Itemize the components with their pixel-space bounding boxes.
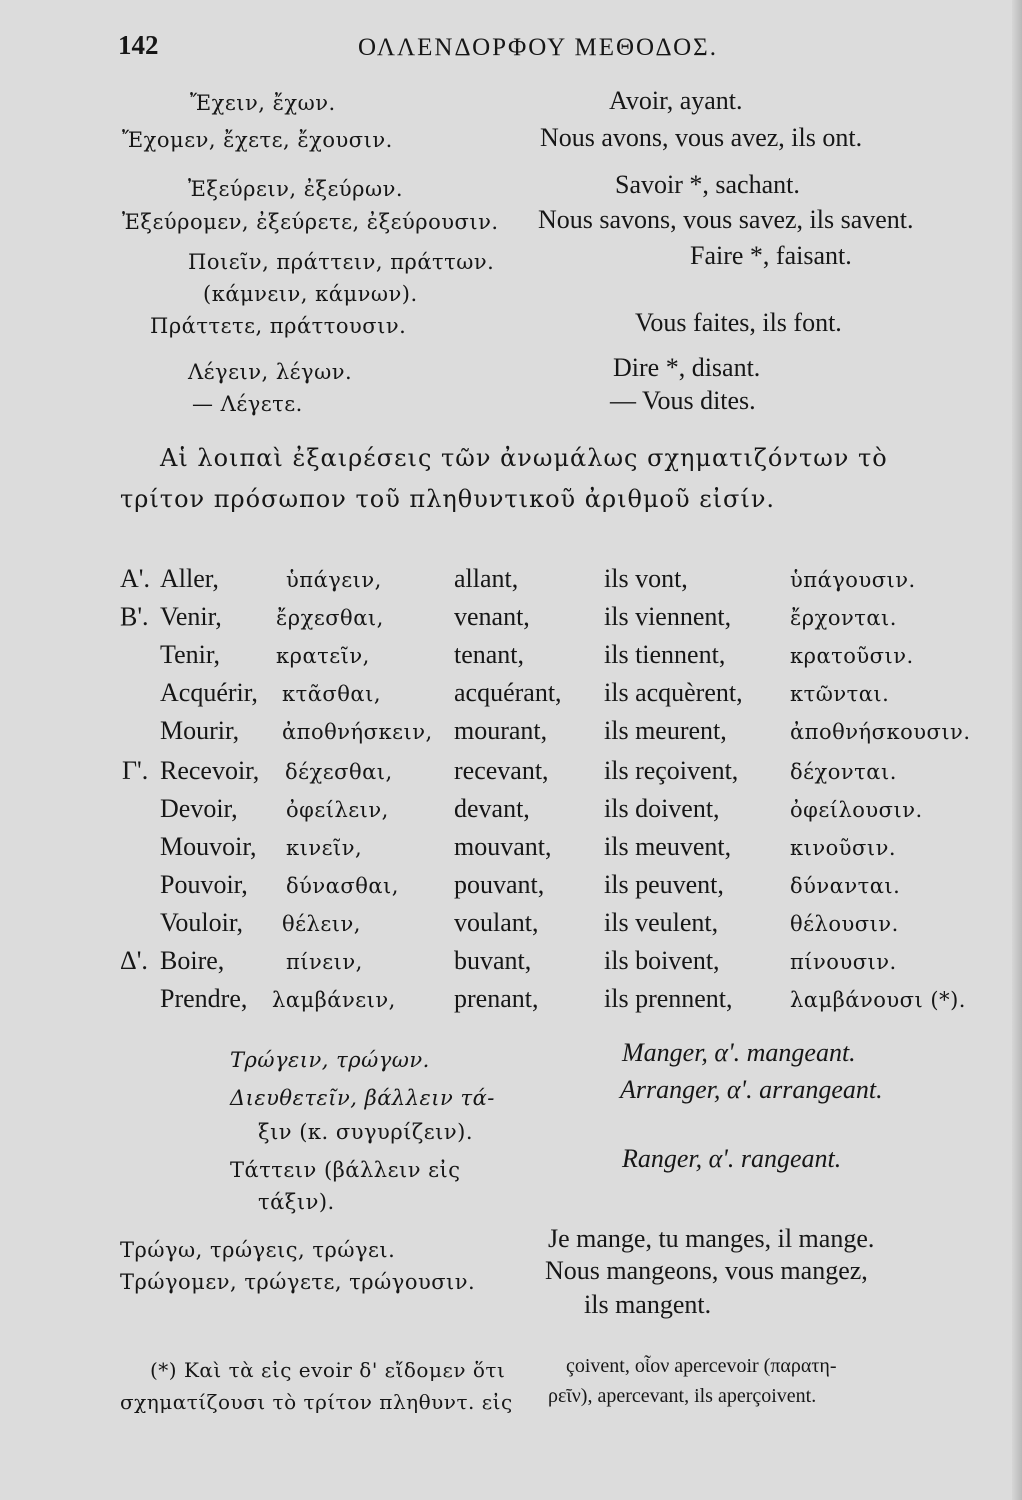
third-person-plural: ils tiennent,: [604, 640, 726, 669]
group-marker: Α'.: [120, 564, 150, 593]
greek-line: Τρώγω, τρώγεις, τρώγει.: [120, 1238, 396, 1262]
french-line: — Vous dites.: [610, 386, 756, 415]
page-edge-shadow: [1012, 0, 1022, 1500]
greek-third-person-plural: ἔρχονται.: [790, 606, 897, 630]
greek-line: ξιν (κ. συγυρίζειν).: [258, 1120, 474, 1144]
french-line: Vous faites, ils font.: [635, 308, 842, 337]
greek-third-person-plural: δύνανται.: [790, 874, 901, 898]
third-person-plural: ils meurent,: [604, 716, 727, 745]
participle: acquérant,: [454, 678, 562, 707]
group-marker: Δ'.: [120, 946, 148, 975]
greek-line: Τάττειν (βάλλειν εἰς: [230, 1158, 461, 1182]
greek-third-person-plural: κρατοῦσιν.: [790, 644, 914, 668]
footnote-line: (*) Καὶ τὰ εἰς evoir δ' εἴδομεν ὅτι: [150, 1358, 506, 1382]
third-person-plural: ils acquèrent,: [604, 678, 743, 707]
greek-infinitive: δέχεσθαι,: [285, 760, 393, 784]
intro-line: τρίτον πρόσωπον τοῦ πληθυντικοῦ ἀριθμοῦ εἰσίν.: [120, 485, 776, 513]
french-line: Nous mangeons, vous mangez,: [545, 1256, 868, 1285]
french-infinitive: Devoir,: [160, 794, 238, 823]
greek-infinitive: δύνασθαι,: [286, 874, 399, 898]
french-line: Faire *, faisant.: [690, 241, 852, 270]
greek-line: (κάμνειν, κάμνων).: [203, 282, 418, 306]
french-line: Arranger, α'. arrangeant.: [620, 1075, 883, 1104]
greek-line: Ἐξεύρομεν, ἐξεύρετε, ἐξεύρουσιν.: [122, 210, 499, 234]
french-line: Manger, α'. mangeant.: [622, 1038, 856, 1067]
greek-line: Ἐξεύρειν, ἐξεύρων.: [188, 177, 404, 201]
greek-line: — Λέγετε.: [192, 392, 303, 416]
french-line: Ranger, α'. rangeant.: [622, 1144, 842, 1173]
french-line: Savoir *, sachant.: [615, 170, 800, 199]
greek-line: Τρώγειν, τρώγων.: [230, 1048, 430, 1072]
french-infinitive: Recevoir,: [160, 756, 260, 785]
greek-infinitive: ὑπάγειν,: [286, 568, 382, 592]
greek-infinitive: κρατεῖν,: [276, 644, 370, 668]
running-title: ΟΛΛΕΝΔΟΡΦΟΥ ΜΕΘΟΔΟΣ.: [358, 34, 718, 61]
greek-line: Διευθετεῖν, βάλλειν τά-: [230, 1086, 495, 1110]
third-person-plural: ils veulent,: [604, 908, 719, 937]
french-line: Nous savons, vous savez, ils savent.: [538, 205, 914, 234]
participle: allant,: [454, 564, 519, 593]
footnote-line: çoivent, οἷον apercevoir (παρατη-: [566, 1355, 837, 1377]
french-infinitive: Prendre,: [160, 984, 248, 1013]
greek-third-person-plural: ὀφείλουσιν.: [790, 798, 923, 822]
greek-third-person-plural: πίνουσιν.: [790, 950, 897, 974]
french-infinitive: Aller,: [160, 564, 219, 593]
greek-third-person-plural: κινοῦσιν.: [790, 836, 897, 860]
participle: devant,: [454, 794, 530, 823]
footnote-line: σχηματίζουσι τὸ τρίτον πληθυντ. εἰς: [120, 1390, 513, 1414]
third-person-plural: ils reçoivent,: [604, 756, 739, 785]
participle: mouvant,: [454, 832, 552, 861]
greek-infinitive: ἀποθνήσκειν,: [282, 720, 433, 744]
greek-line: Τρώγομεν, τρώγετε, τρώγουσιν.: [120, 1270, 476, 1294]
french-infinitive: Pouvoir,: [160, 870, 248, 899]
greek-third-person-plural: ἀποθνήσκουσιν.: [790, 720, 971, 744]
greek-line: τάξιν).: [258, 1190, 335, 1214]
greek-infinitive: λαμβάνειν,: [272, 988, 396, 1012]
participle: venant,: [454, 602, 530, 631]
greek-third-person-plural: ὑπάγουσιν.: [790, 568, 916, 592]
participle: recevant,: [454, 756, 549, 785]
french-infinitive: Mourir,: [160, 716, 240, 745]
greek-infinitive: κινεῖν,: [286, 836, 363, 860]
greek-infinitive: ἔρχεσθαι,: [276, 606, 384, 630]
french-infinitive: Mouvoir,: [160, 832, 257, 861]
third-person-plural: ils doivent,: [604, 794, 720, 823]
french-infinitive: Boire,: [160, 946, 225, 975]
french-infinitive: Venir,: [160, 602, 222, 631]
third-person-plural: ils meuvent,: [604, 832, 732, 861]
french-line: ils mangent.: [584, 1290, 712, 1319]
greek-line: Ποιεῖν, πράττειν, πράττων.: [188, 250, 495, 274]
greek-line: Ἔχειν, ἔχων.: [190, 91, 336, 115]
greek-third-person-plural: κτῶνται.: [790, 682, 890, 706]
french-line: Avoir, ayant.: [609, 86, 743, 115]
greek-infinitive: κτᾶσθαι,: [282, 682, 381, 706]
third-person-plural: ils prennent,: [604, 984, 733, 1013]
third-person-plural: ils vont,: [604, 564, 688, 593]
participle: pouvant,: [454, 870, 545, 899]
third-person-plural: ils peuvent,: [604, 870, 724, 899]
french-line: Nous avons, vous avez, ils ont.: [540, 123, 863, 152]
group-marker: Β'.: [120, 602, 149, 631]
intro-line: Αἱ λοιπαὶ ἐξαιρέσεις τῶν ἀνωμάλως σχηματιζόντων τὸ: [160, 444, 888, 472]
greek-third-person-plural: θέλουσιν.: [790, 912, 899, 936]
participle: mourant,: [454, 716, 548, 745]
participle: tenant,: [454, 640, 525, 669]
french-infinitive: Acquérir,: [160, 678, 258, 707]
group-marker: Γ'.: [122, 756, 149, 785]
participle: buvant,: [454, 946, 532, 975]
french-infinitive: Tenir,: [160, 640, 220, 669]
page-number: 142: [118, 30, 159, 60]
third-person-plural: ils viennent,: [604, 602, 732, 631]
french-line: Je mange, tu manges, il mange.: [548, 1224, 875, 1253]
greek-third-person-plural: λαμβάνουσι (*).: [790, 988, 966, 1012]
greek-infinitive: ὀφείλειν,: [286, 798, 389, 822]
footnote-line: ρεῖν), apercevant, ils aperçoivent.: [548, 1385, 817, 1407]
greek-third-person-plural: δέχονται.: [790, 760, 897, 784]
third-person-plural: ils boivent,: [604, 946, 720, 975]
greek-infinitive: πίνειν,: [286, 950, 363, 974]
greek-line: Ἔχομεν, ἔχετε, ἔχουσιν.: [122, 128, 393, 152]
greek-line: Πράττετε, πράττουσιν.: [150, 314, 407, 338]
participle: prenant,: [454, 984, 539, 1013]
participle: voulant,: [454, 908, 539, 937]
greek-infinitive: θέλειν,: [282, 912, 361, 936]
french-infinitive: Vouloir,: [160, 908, 243, 937]
french-line: Dire *, disant.: [613, 353, 761, 382]
greek-line: Λέγειν, λέγων.: [188, 360, 353, 384]
